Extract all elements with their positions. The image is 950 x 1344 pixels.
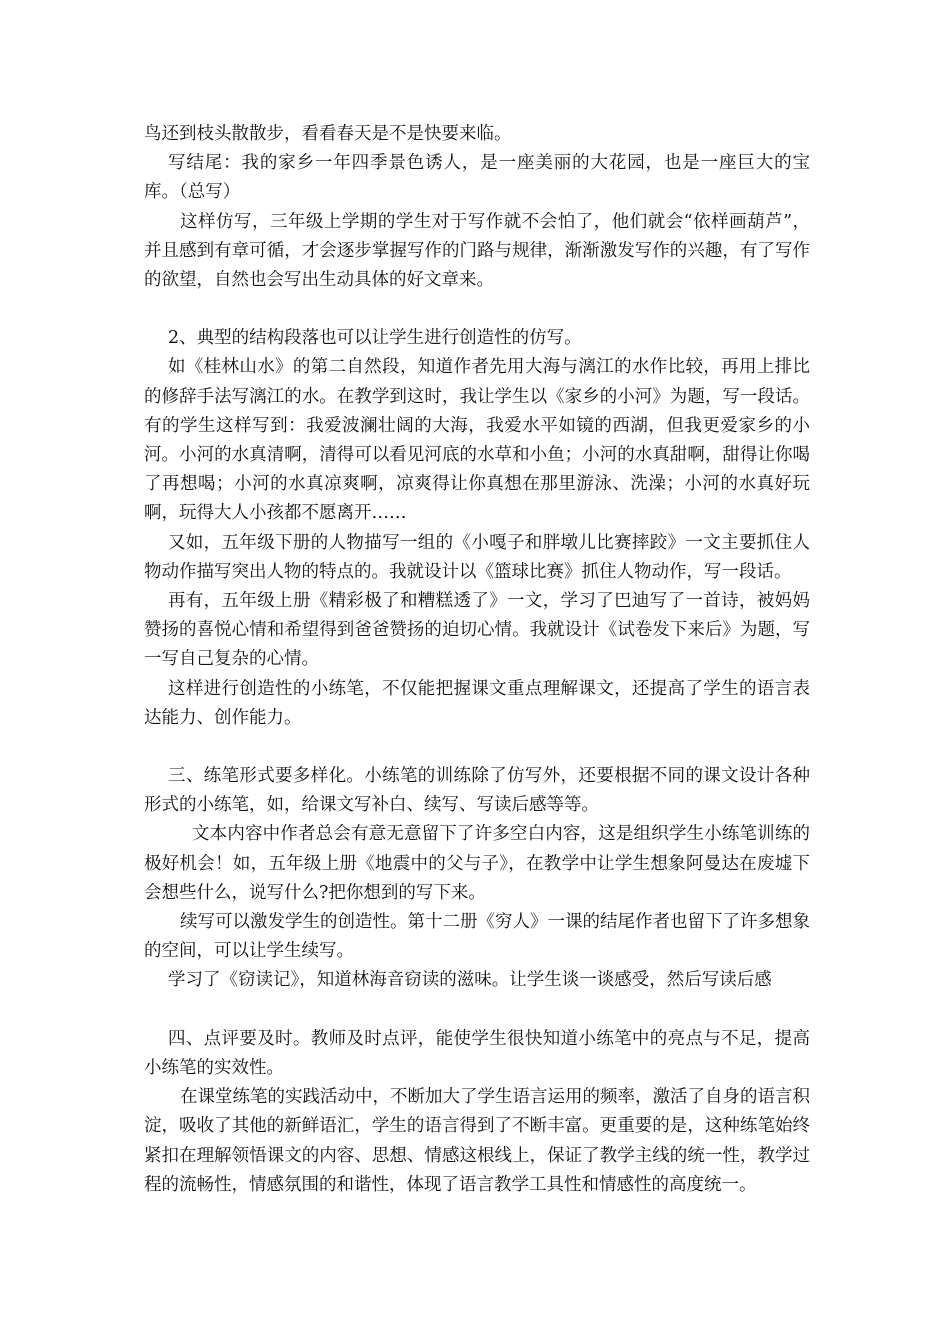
paragraph-gap (144, 295, 810, 324)
paragraph: 四、点评要及时。教师及时点评，能使学生很快知道小练笔中的亮点与不足，提高小练笔的实效性。 (144, 1028, 810, 1078)
paragraph: 学习了《窃读记》，知道林海音窃读的滋味。让学生谈一谈感受，然后写读后感 (168, 970, 772, 991)
paragraph: 这样进行创造性的小练笔，不仅能把握课文重点理解课文，还提高了学生的语言表达能力、创作能力。 (144, 678, 810, 728)
paragraph: 又如，五年级下册的人物描写一组的《小嘎子和胖墩儿比赛摔跤》一文主要抓住人物动作描写突出人物的特点的。我就设计以《篮球比赛》抓住人物动作，写一段话。 (144, 532, 810, 582)
document-body (144, 120, 810, 1200)
paragraph: 文本内容中作者总会有意无意留下了许多空白内容，这是组织学生小练笔训练的极好机会！如，五年级上册《地震中的父与子》，在教学中让学生想象阿曼达在废墟下会想些什么，说写什么?把你想到的写下来。 (144, 824, 810, 903)
paragraph: 三、练笔形式要多样化。小练笔的训练除了仿写外，还要根据不同的课文设计各种形式的小练笔，如，给课文写补白、续写、写读后感等等。 (144, 766, 810, 816)
paragraph-gap (144, 996, 810, 1025)
paragraph: 续写可以激发学生的创造性。第十二册《穷人》一课的结尾作者也留下了许多想象的空间，可以让学生续写。 (144, 912, 810, 962)
paragraph: 鸟还到枝头散散步，看看春天是不是快要来临。 (144, 124, 512, 144)
paragraph: 写结尾：我的家乡一年四季景色诱人，是一座美丽的大花园，也是一座巨大的宝库。（总写） (144, 153, 810, 203)
paragraph: 在课堂练笔的实践活动中，不断加大了学生语言运用的频率，激活了自身的语言积淀，吸收了其他的新鲜语汇，学生的语言得到了不断丰富。更重要的是，这种练笔始终紧扣在理解领悟课文的内容、思想、情感这根线上，保证了教学主线的统一性，教学过程的流畅性，情感氛围的和谐性，体现了语言教学工具性和情感性的高度统一。 (144, 1087, 810, 1195)
paragraph: 如《桂林山水》的第二自然段，知道作者先用大海与漓江的水作比较，再用上排比的修辞手法写漓江的水。在教学到这时，我让学生以《家乡的小河》为题，写一段话。有的学生这样写到：我爱波澜壮阔的大海，我爱水平如镜的西湖，但我更爱家乡的小河。小河的水真清啊，清得可以看见河底的水草和小鱼；小河的水真甜啊，甜得让你喝了再想喝；小河的水真凉爽啊，凉爽得让你真想在那里游泳、洗澡；小河的水真好玩啊，玩得大人小孩都不愿离开…… (144, 357, 810, 524)
paragraph: 2、典型的结构段落也可以让学生进行创造性的仿写。 (168, 328, 582, 349)
paragraph: 再有，五年级上册《精彩极了和糟糕透了》一文，学习了巴迪写了一首诗，被妈妈赞扬的喜悦心情和希望得到爸爸赞扬的迫切心情。我就设计《试卷发下来后》为题，写一写自己复杂的心情。 (144, 591, 810, 670)
paragraph-gap (144, 733, 810, 762)
paragraph: 这样仿写，三年级上学期的学生对于写作就不会怕了，他们就会“依样画葫芦”，并且感到有章可循，才会逐步掌握写作的门路与规律，渐渐激发写作的兴趣，有了写作的欲望，自然也会写出生动具体的好文章来。 (144, 211, 810, 291)
